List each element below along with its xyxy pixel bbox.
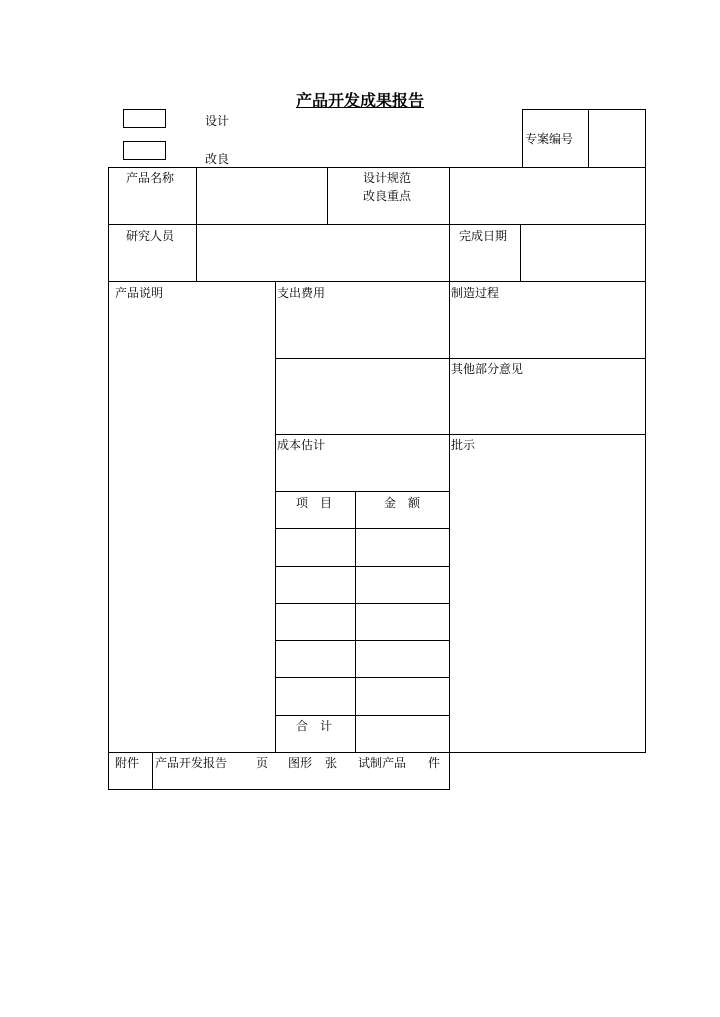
attachment-drawings-label: 图形 <box>288 756 313 770</box>
improve-checkbox[interactable] <box>123 141 166 160</box>
page-title: 产品开发成果报告 <box>295 91 424 110</box>
researcher-label: 研究人员 <box>126 229 175 243</box>
product-name-label: 产品名称 <box>126 171 175 185</box>
approval-label: 批示 <box>451 438 476 452</box>
completion-date-label: 完成日期 <box>459 229 508 243</box>
other-opinions-label: 其他部分意见 <box>451 362 524 376</box>
spec-field[interactable] <box>453 170 643 222</box>
manufacturing-label: 制造过程 <box>451 286 500 300</box>
cost-col-amount: 金 额 <box>384 496 421 510</box>
attachment-pieces-unit: 件 <box>428 756 441 770</box>
spec-label-line1: 设计规范 <box>363 171 412 185</box>
cost-estimate-label: 成本估计 <box>277 438 326 452</box>
improve-label: 改良 <box>205 152 230 166</box>
attachment-report-label: 产品开发报告 <box>155 756 228 770</box>
expenses-label: 支出费用 <box>277 286 326 300</box>
attachment-prototype-label: 试制产品 <box>358 756 407 770</box>
attachments-label: 附件 <box>115 756 140 770</box>
spec-label-line2: 改良重点 <box>363 189 412 203</box>
cost-total-label: 合 计 <box>296 719 333 733</box>
project-no-label: 专案编号 <box>525 132 574 146</box>
product-desc-label: 产品说明 <box>115 286 164 300</box>
design-checkbox[interactable] <box>123 109 166 128</box>
product-name-field[interactable] <box>200 170 324 222</box>
attachment-sheets-unit: 张 <box>325 756 338 770</box>
completion-date-field[interactable] <box>524 228 642 280</box>
attachment-pages-unit: 页 <box>256 756 269 770</box>
design-label: 设计 <box>205 114 230 128</box>
cost-col-item: 项 目 <box>296 496 333 510</box>
researcher-field[interactable] <box>200 228 446 280</box>
